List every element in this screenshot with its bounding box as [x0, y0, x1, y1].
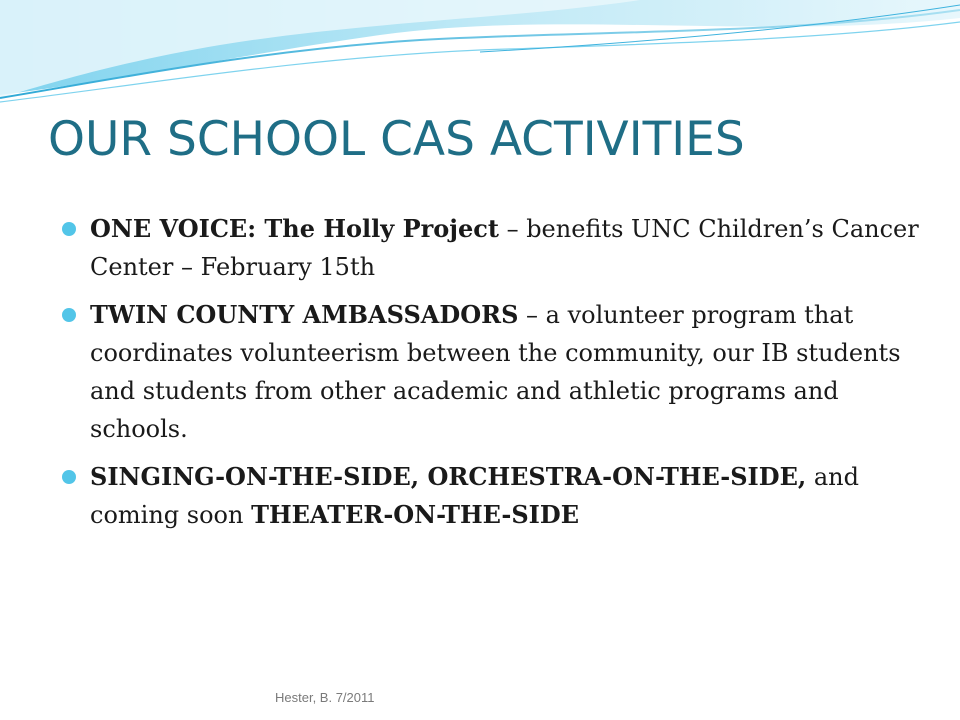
bullet-bold-text: ONE VOICE: The Holly Project: [90, 214, 499, 243]
footer-credit: Hester, B. 7/2011: [275, 690, 375, 705]
bullet-text: and coming soon: [90, 463, 859, 529]
bullet-text: – a volunteer program that coordinates volunteerism between the community, our IB students and students from other academic and athletic programs and schools.: [90, 301, 901, 443]
bullet-item-ambassadors: [60, 296, 940, 448]
bullet-bold-text: TWIN COUNTY AMBASSADORS: [90, 300, 519, 329]
bullet-bold-text-2: THEATER-ON-THE-SIDE: [251, 500, 580, 529]
header-wave-decoration: [0, 0, 960, 110]
bullet-dot-icon: [62, 222, 76, 236]
bullet-dot-icon: [62, 470, 76, 484]
slide-title: OUR SCHOOL CAS ACTIVITIES: [48, 112, 745, 167]
bullet-bold-text: SINGING-ON-THE-SIDE, ORCHESTRA-ON-THE-SIDE,: [90, 462, 807, 491]
bullet-item-one-voice: [60, 210, 940, 286]
bullet-list: [60, 210, 940, 544]
bullet-item-on-the-side: [60, 458, 940, 534]
bullet-text: – benefits UNC Children’s Cancer Center – February 15th: [90, 215, 919, 281]
bullet-dot-icon: [62, 308, 76, 322]
